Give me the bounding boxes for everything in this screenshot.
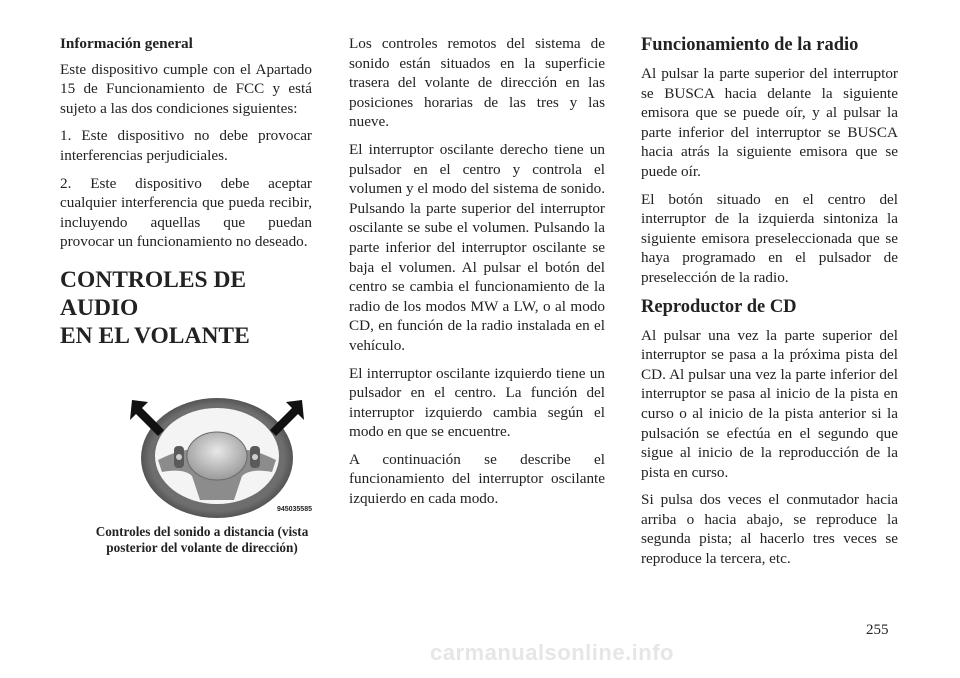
section-title-line: CONTROLES DE AUDIO (60, 266, 247, 321)
watermark: carmanualsonline.info (430, 640, 674, 665)
figure-code: 945035585 (276, 506, 312, 514)
paragraph: A continuación se describe el funcionamiento del interruptor oscilante izquierdo en cada modo. (349, 450, 605, 508)
list-item: 1. Este dispositivo no debe provocar interferencias perjudiciales. (60, 127, 312, 164)
column-right (641, 34, 898, 577)
heading-cd-player: Reproductor de CD (641, 296, 797, 317)
column-left (60, 34, 312, 556)
heading-radio-operation: Funcionamiento de la radio (641, 35, 859, 55)
paragraph: Los controles remotos del sistema de sonido están situados en la superficie trasera del volante de dirección en las posiciones horarias de las tres y las nueve. (349, 35, 605, 131)
arrow-left-icon (130, 400, 164, 436)
section-title-line: EN EL VOLANTE (60, 322, 250, 349)
figure-caption: Controles del sonido a distancia (vista posterior del volante de dirección) (95, 523, 309, 555)
paragraph: Al pulsar la parte superior del interruptor se BUSCA hacia delante la siguiente emisora que se puede oír, y al pulsar la parte inferior del interruptor se BUSCA hacia atrás la siguiente emisora que se puede oír. (641, 65, 898, 180)
arrow-right-icon (270, 400, 304, 436)
paragraph: Si pulsa dos veces el conmutador hacia arriba o hacia abajo, se reproduce la segunda pista; al hacerlo tres veces se reproduce la tercera, etc. (641, 491, 898, 568)
paragraph: Este dispositivo cumple con el Apartado 15 de Funcionamiento de FCC y está sujeto a las dos condiciones siguientes: (60, 60, 312, 117)
section-title (60, 266, 312, 350)
paragraph: Al pulsar una vez la parte superior del interruptor se pasa a la próxima pista del CD. Al pulsar una vez la parte inferior del interruptor se pasa al inicio de la pista en curso o al inicio de la pista anterior si la pulsación se efectúa en el segundo que sigue al inicio de la reproducción de la pista en curso. (641, 326, 898, 481)
list-item: 2. Este dispositivo debe aceptar cualquier interferencia que pueda recibir, incluyendo aquellas que puedan provocar un funcionamiento no deseado. (60, 174, 312, 251)
page-number: 255 (866, 622, 889, 638)
column-middle (349, 34, 605, 517)
wheel-hub (187, 432, 247, 480)
paragraph: El interruptor oscilante derecho tiene un pulsador en el centro y controla el volumen y el modo del sistema de sonido. Pulsando la parte superior del interruptor oscilante se sube el volumen. Pulsando la parte inferior del interruptor oscilante se baja el volumen. Al pulsar el botón del centro se cambia el funcionamiento de la radio de los modos MW a LW, o al modo CD, en función de la radio instalada en el vehículo. (349, 140, 605, 354)
paragraph: El interruptor oscilante izquierdo tiene un pulsador en el centro. La función del interruptor izquierdo cambia según el modo en que se encuentre. (349, 364, 605, 441)
paragraph: El botón situado en el centro del interruptor de la izquierda sintoniza la siguiente emisora preseleccionada que se haya programado en el pulsador de preselección de la radio. (641, 190, 898, 286)
subheading-general-info: Información general (60, 35, 193, 52)
steering-wheel-figure (122, 390, 312, 520)
